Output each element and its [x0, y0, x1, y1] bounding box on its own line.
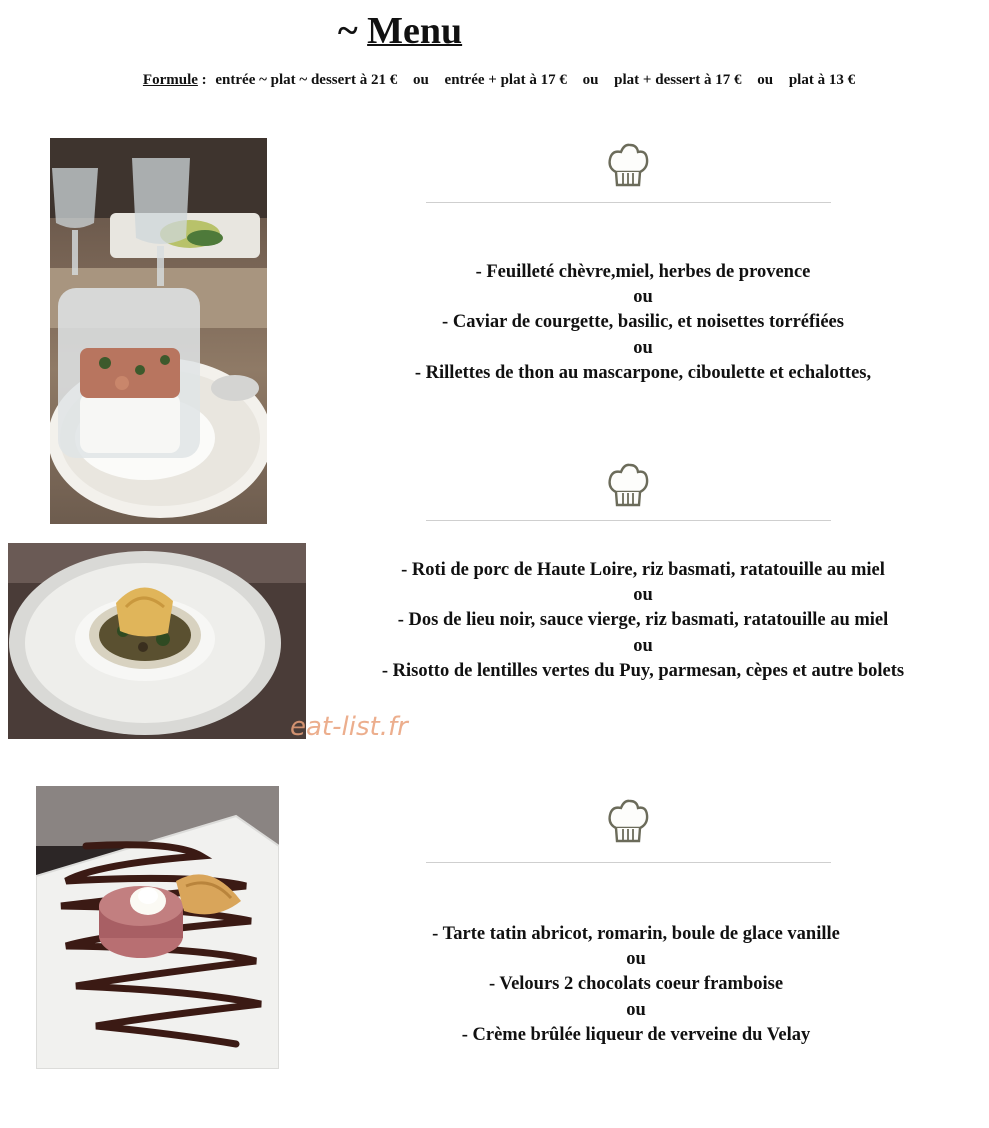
section-divider — [426, 862, 831, 863]
formule-option: plat + dessert à 17 € — [614, 72, 742, 88]
watermark: eat-list.fr — [290, 712, 408, 742]
main-course-photo — [8, 543, 306, 739]
formule-option: entrée + plat à 17 € — [444, 72, 567, 88]
title-tilde: ~ — [337, 10, 358, 52]
formule-separator: ou — [757, 72, 774, 88]
or-separator: ou — [633, 585, 653, 606]
formule-label: Formule — [142, 72, 198, 88]
dish-item: - Feuilleté chèvre,miel, herbes de provence — [475, 262, 811, 282]
formule-option: plat à 13 € — [788, 72, 856, 88]
or-separator: ou — [633, 287, 653, 308]
formule-option: entrée ~ plat ~ dessert à 21 € — [215, 72, 398, 88]
desserts-list — [380, 922, 892, 1048]
dish-item: - Tarte tatin abricot, romarin, boule de glace vanille — [432, 924, 840, 944]
dish-item: - Dos de lieu noir, sauce vierge, riz basmati, ratatouille au miel — [397, 610, 889, 631]
starters-list — [390, 260, 896, 386]
section-divider — [426, 520, 831, 521]
mains-list — [320, 558, 966, 684]
chef-hat-icon — [606, 462, 650, 513]
chef-hat-icon — [606, 142, 650, 193]
section-divider — [426, 202, 831, 203]
or-separator: ou — [626, 949, 646, 970]
dish-item: - Caviar de courgette, basilic, et noisettes torréfiées — [442, 312, 844, 333]
dish-item: - Crème brûlée liqueur de verveine du Velay — [461, 1024, 811, 1045]
dish-item: - Roti de porc de Haute Loire, riz basmati, ratatouille au miel — [401, 560, 885, 580]
dish-item: - Velours 2 chocolats coeur framboise — [488, 974, 784, 995]
dish-item: - Risotto de lentilles vertes du Puy, parmesan, cèpes et autre bolets — [381, 660, 905, 681]
formule-colon: : — [201, 72, 207, 88]
formule-separator: ou — [582, 72, 599, 88]
formule-separator: ou — [412, 72, 429, 88]
or-separator: ou — [633, 337, 653, 358]
page-title — [0, 8, 800, 54]
chef-hat-icon — [606, 798, 650, 849]
formule-line — [0, 72, 989, 89]
dessert-photo — [36, 786, 279, 1069]
dish-item: - Rillettes de thon au mascarpone, ciboulette et echalottes, — [414, 362, 872, 383]
or-separator: ou — [633, 635, 653, 656]
starter-photo — [50, 138, 267, 524]
title-text: Menu — [367, 10, 463, 52]
or-separator: ou — [626, 999, 646, 1020]
